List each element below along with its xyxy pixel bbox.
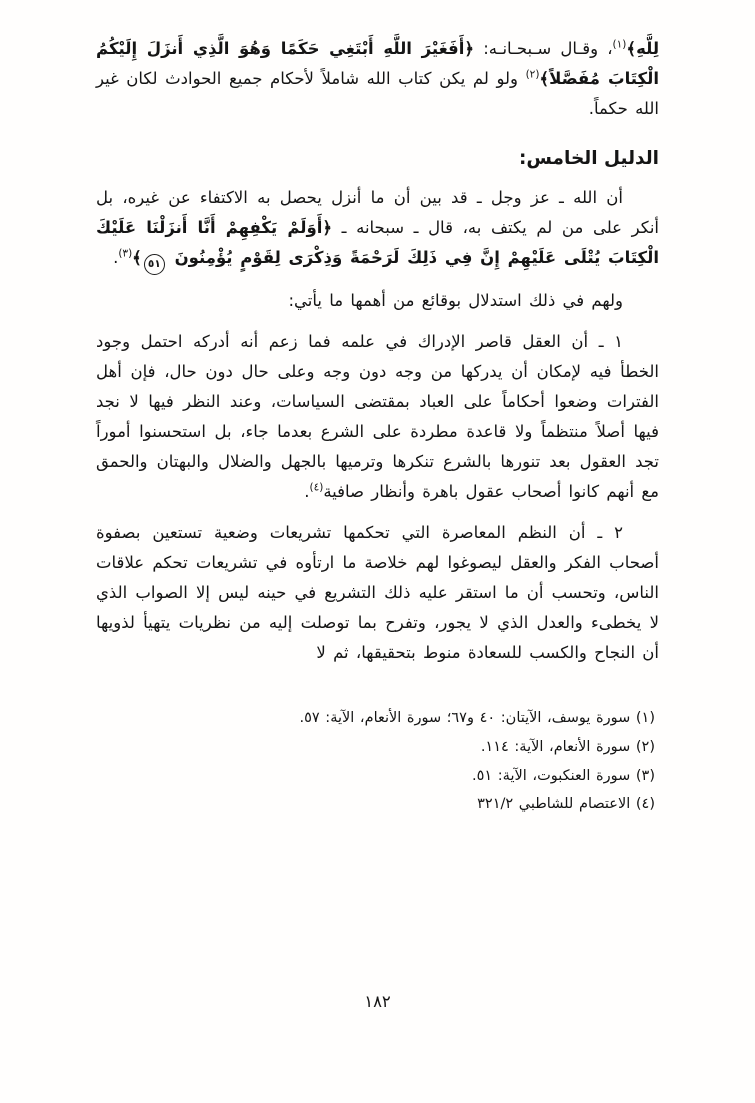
paragraph-intro-list: ولهم في ذلك استدلال بوقائع من أهمها ما يأتي: [288,291,623,311]
quran-verse-close-bracket: ﴾ [132,248,142,268]
section-heading: الدليل الخامس: [519,148,659,170]
body-text-segment: ، وقـال سـبحـانـه: [474,39,613,58]
body-text-segment: ١ ـ أن العقل قاصر الإدراك في علمه فما زعم أنه أدركه احتمل وجود الخطأ فيه لإمكان أن يدركها من وجه دون وجه وعلى حال دون حال، فإن أهل الفترات وضعوا أحكاماً على العباد بمقتضى السياسات، وعند النظر فيها لا نجد فيها أصلاً منتظماً ولا قاعدة مطردة على الشرع بعدما جاء، بل استحسنوا أموراً تجد العقول بعد تنورها بالشرع تنكرها وترميها بالجهل والضلال والبهتان والحمق مع أنهم كانوا أصحاب عقول باهرة وأنظار صافية [96,332,659,502]
quran-verse-fragment: لِلَّهِ﴾ [626,39,660,58]
footnote-item-4: (٤) الاعتصام للشاطبي ٣٢١/٢ [477,796,655,813]
opening-paragraph [96,34,659,124]
quran-verse: ﴿أَوَلَمْ يَكْفِهِمْ أَنَّا أَنزَلْنَا عَلَيْكَ الْكِتَابَ يُتْلَى عَلَيْهِمْ إِنَّ فِي ذَلِكَ لَرَحْمَةً وَذِكْرَى لِقَوْمٍ يُؤْمِنُونَ [96,218,659,268]
footnote-item-1: (١) سورة يوسف، الآيتان: ٤٠ و٦٧؛ سورة الأنعام، الآية: ٥٧. [299,710,655,727]
body-text-segment: ولو لم يكن كتاب الله شاملاً لأحكام جميع الحوادث لكان غير الله حكماً. [96,69,659,119]
footnotes-section [96,704,659,819]
numbered-point-2: ٢ ـ أن النظم المعاصرة التي تحكمها تشريعات وضعية تستعين بصفوة أصحاب الفكر والعقل ليصوغوا لهم خلاصة ما ارتأوه في تشريعات تحكم علاقات الناس، وتحسب أن ما استقر عليه ذلك التشريع في حينه ليس إلا الصواب الذي لا يخطىء والعدل الذي لا يجور، وتفرح بما توصلت إليه من نظريات يتهيأ لذويها أن النجاح والكسب للسعادة منوط بتحقيقها، ثم لا [96,523,659,663]
numbered-point-1 [96,327,659,507]
body-text-segment: أن الله ـ عز وجل ـ قد بين أن ما أنزل يحصل به الاكتفاء عن غيره، بل أنكر على من لم يكتف به، قال ـ سبحانه ـ [96,188,660,238]
quran-verse: ﴿أَفَغَيْرَ اللَّهِ أَبْتَغِي حَكَمًا وَهُوَ الَّذِي أَنزَلَ إِلَيْكُمُ الْكِتَابَ مُفَصَّلاً﴾ [96,39,659,89]
footnote-ref-4: (٤) [309,481,324,494]
body-text-segment: . [304,482,310,502]
footnote-item-2: (٢) سورة الأنعام، الآية: ١١٤. [480,738,655,755]
page-number: ١٨٢ [364,992,391,1011]
footnote-item-3: (٣) سورة العنكبوت، الآية: ٥١. [471,767,655,784]
paragraph-evidence-five [96,183,659,275]
footnote-ref-3: (٣) [118,247,133,260]
ayah-number-ornament: ٥١ [144,254,165,275]
body-text-segment: . [113,248,119,268]
footnote-ref-1: (١) [612,38,627,51]
footnote-ref-2: (٢) [525,68,540,81]
page-body [96,34,659,819]
